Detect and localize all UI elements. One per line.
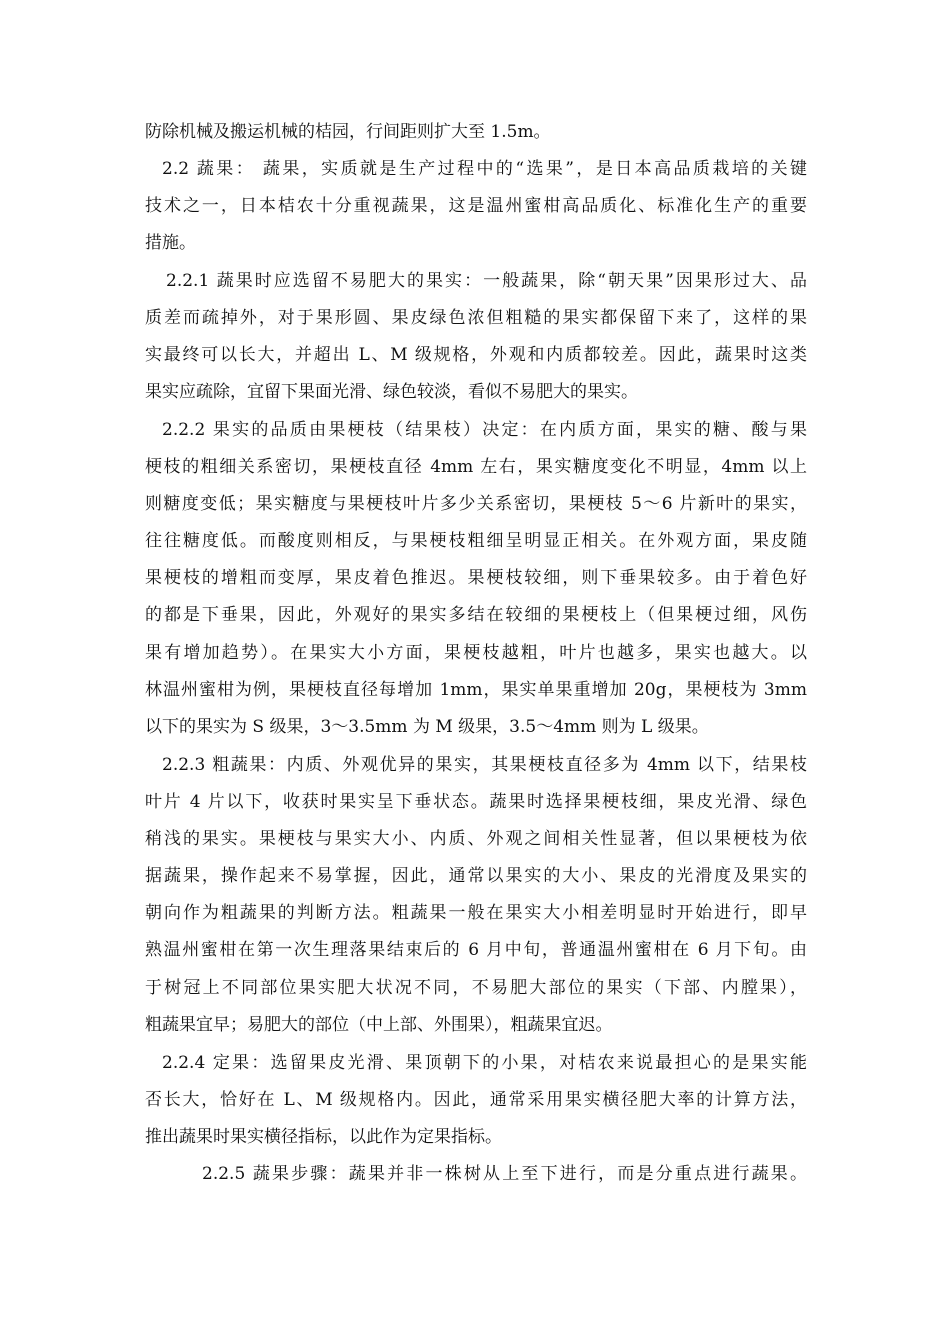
text-line: 技术之一，日本桔农十分重视蔬果，这是温州蜜柑高品质化、标准化生产的重要: [145, 196, 807, 216]
text-line: 往往糖度低。而酸度则相反，与果梗枝粗细呈明显正相关。在外观方面，果皮随: [145, 531, 807, 551]
text-line: 熟温州蜜柑在第一次生理落果结束后的 6 月中旬，普通温州蜜柑在 6 月下旬。由: [145, 940, 807, 960]
text-line: 质差而疏掉外，对于果形圆、果皮绿色浓但粗糙的果实都保留下来了，这样的果: [145, 308, 807, 328]
text-line: 实最终可以长大，并超出 L、M 级规格，外观和内质都较差。因此，蔬果时这类: [145, 345, 807, 365]
text-line: 防除机械及搬运机械的桔园，行间距则扩大至 1.5m。: [145, 122, 551, 142]
text-line: 果有增加趋势）。在果实大小方面，果梗枝越粗，叶片也越多，果实也越大。以: [145, 643, 807, 663]
text-line: 措施。: [145, 233, 196, 253]
section-heading-2-2-4: 2.2.4 定果：选留果皮光滑、果顶朝下的小果，对桔农来说最担心的是果实能: [162, 1053, 807, 1073]
text-line: 以下的果实为 S 级果，3～3.5mm 为 M 级果，3.5～4mm 则为 L 级果。: [145, 717, 709, 737]
text-line: 粗蔬果宜早；易肥大的部位（中上部、外围果），粗蔬果宜迟。: [145, 1015, 613, 1035]
section-heading-2-2-3: 2.2.3 粗蔬果：内质、外观优异的果实，其果梗枝直径多为 4mm 以下，结果枝: [162, 755, 807, 775]
text-line: 否长大，恰好在 L、M 级规格内。因此，通常采用果实横径肥大率的计算方法，: [145, 1090, 807, 1110]
text-line: 稍浅的果实。果梗枝与果实大小、内质、外观之间相关性显著，但以果梗枝为依: [145, 829, 807, 849]
text-line: 于树冠上不同部位果实肥大状况不同，不易肥大部位的果实（下部、内膛果），: [145, 978, 807, 998]
text-line: 则糖度变低；果实糖度与果梗枝叶片多少关系密切，果梗枝 5～6 片新叶的果实，: [145, 494, 807, 514]
section-heading-2-2-5: 2.2.5 蔬果步骤：蔬果并非一株树从上至下进行，而是分重点进行蔬果。: [202, 1164, 807, 1184]
text-line: 梗枝的粗细关系密切，果梗枝直径 4mm 左右，果实糖度变化不明显，4mm 以上: [145, 457, 807, 477]
section-heading-2-2: 2.2 蔬果： 蔬果，实质就是生产过程中的“选果”，是日本高品质栽培的关键: [162, 159, 807, 179]
text-line: 果实应疏除，宜留下果面光滑、绿色较淡，看似不易肥大的果实。: [145, 382, 638, 402]
text-line: 叶片 4 片以下，收获时果实呈下垂状态。蔬果时选择果梗枝细，果皮光滑、绿色: [145, 792, 807, 812]
text-line: 据蔬果，操作起来不易掌握，因此，通常以果实的大小、果皮的光滑度及果实的: [145, 866, 807, 886]
section-heading-2-2-1: 2.2.1 蔬果时应选留不易肥大的果实：一般蔬果，除“朝天果”因果形过大、品: [166, 271, 807, 291]
text-line: 的都是下垂果，因此，外观好的果实多结在较细的果梗枝上（但果梗过细，风伤: [145, 605, 807, 625]
text-line: 林温州蜜柑为例，果梗枝直径每增加 1mm，果实单果重增加 20g，果梗枝为 3mm: [145, 680, 807, 700]
text-line: 推出蔬果时果实横径指标，以此作为定果指标。: [145, 1127, 502, 1147]
section-heading-2-2-2: 2.2.2 果实的品质由果梗枝（结果枝）决定：在内质方面，果实的糖、酸与果: [162, 420, 807, 440]
text-line: 果梗枝的增粗而变厚，果皮着色推迟。果梗枝较细，则下垂果较多。由于着色好: [145, 568, 807, 588]
text-line: 朝向作为粗蔬果的判断方法。粗蔬果一般在果实大小相差明显时开始进行，即早: [145, 903, 807, 923]
